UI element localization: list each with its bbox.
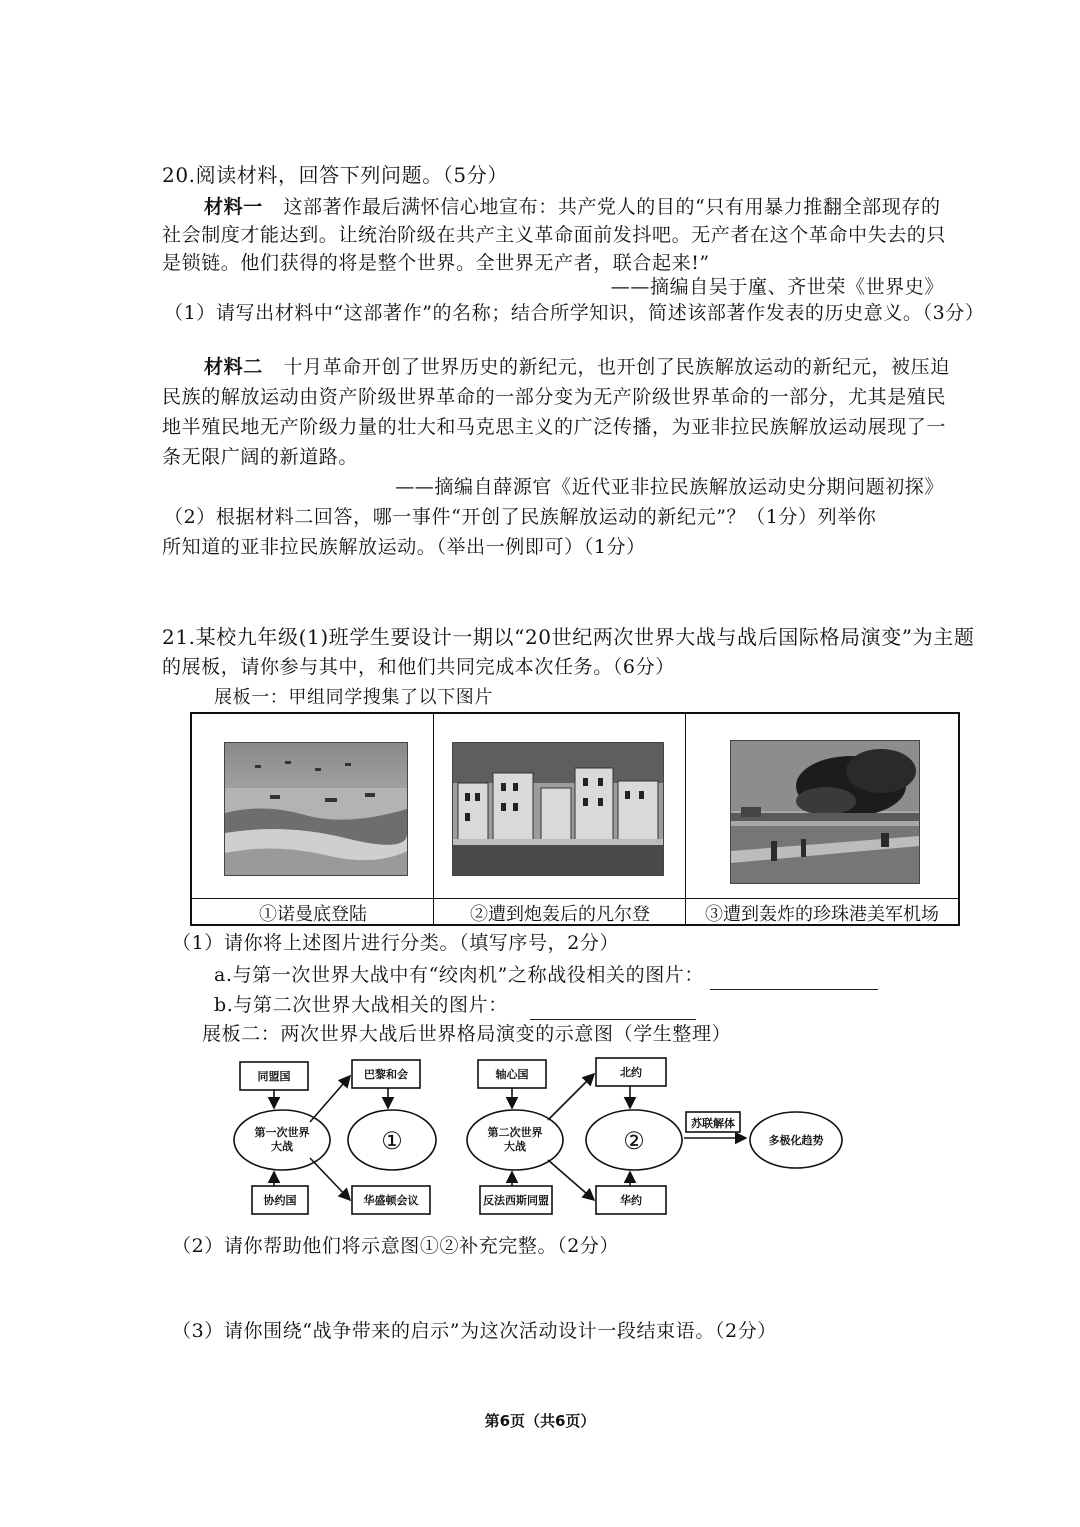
label-allies: 协约国 [263,1194,297,1207]
q20-sub2-line2: 所知道的亚非拉民族解放运动。（举出一例即可）（1分） [162,536,646,558]
sub1-b-text: b.与第二次世界大战相关的图片： [214,994,508,1016]
material2-label: 材料二 [204,356,263,378]
q21-sub3: （3）请你围绕“战争带来的启示”为这次活动设计一段结束语。（2分） [172,1320,777,1342]
q20-material2-line4: 条无限广阔的新道路。 [162,446,359,468]
material1-text: 这部著作最后满怀信心地宣布：共产党人的目的“只有用暴力推翻全部现存的 [283,196,941,218]
label-ussr-dissolution: 苏联解体 [691,1117,735,1130]
label-ww1-line2: 大战 [271,1140,293,1153]
q20-material1-line3: 是锁链。他们获得的将是整个世界。全世界无产者，联合起来!” [162,252,710,274]
q21-sub1-b [214,990,696,1020]
label-central-powers: 同盟国 [257,1070,291,1083]
label-ww2-line2: 大战 [504,1140,526,1153]
label-ww1-line1: 第一次世界 [254,1126,310,1139]
world-order-diagram [230,1052,850,1222]
label-paris-conference: 巴黎和会 [364,1068,408,1081]
q20-material2-line2: 民族的解放运动由资产阶级世界革命的一部分变为无产阶级世界革命的一部分，尤其是殖民 [162,386,947,408]
blank-marker-1: ① [381,1127,403,1155]
label-ww2-line1: 第二次世界 [487,1126,543,1139]
label-anti-fascist-alliance: 反法西斯同盟 [483,1194,549,1207]
q20-material1-source: ——摘编自吴于廑、齐世荣《世界史》 [610,276,944,298]
label-warsaw-pact: 华约 [620,1194,642,1207]
q21-sub1: （1）请你将上述图片进行分类。（填写序号，2分） [172,932,620,954]
board1-title: 展板一：甲组同学搜集了以下图片 [214,687,493,708]
picture-caption-2: ②遭到炮轰后的凡尔登 [470,904,650,925]
material1-label: 材料一 [204,196,263,218]
sub1-a-text: a.与第一次世界大战中有“绞肉机”之称战役相关的图片： [214,964,704,986]
label-washington-conference: 华盛顿会议 [363,1194,419,1207]
q20-material2-source: ——摘编自薛源官《近代亚非拉民族解放运动史分期问题初探》 [395,476,944,498]
q20-material1-line2: 社会制度才能达到。让统治阶级在共产主义革命面前发抖吧。无产者在这个革命中失去的只 [162,224,947,246]
q20-material2-line1 [204,352,950,382]
q20-sub1: （1）请写出材料中“这部著作”的名称；结合所学知识，简述该部著作发表的历史意义。（3分） [164,302,985,324]
q21-heading-line1: 21.某校九年级(1)班学生要设计一期以“20世纪两次世界大战与战后国际格局演变”为主题 [162,625,975,649]
verdun-ruins-photo [452,742,664,876]
label-nato: 北约 [620,1066,642,1079]
pearl-harbor-photo [730,740,920,884]
material2-text: 十月革命开创了世界历史的新纪元，也开创了民族解放运动的新纪元，被压迫 [283,356,950,378]
normandy-landing-photo [224,742,408,876]
answer-blank-b[interactable] [530,997,696,1020]
q21-sub1-a [214,960,878,990]
label-multipolar: 多极化趋势 [768,1134,824,1147]
picture-caption-3: ③遭到轰炸的珍珠港美军机场 [705,904,939,925]
answer-blank-a[interactable] [710,967,878,990]
label-axis-powers: 轴心国 [495,1068,529,1081]
q20-sub2-line1: （2）根据材料二回答，哪一事件“开创了民族解放运动的新纪元”？（1分）列举你 [164,506,877,528]
q20-material2-line3: 地半殖民地无产阶级力量的壮大和马克思主义的广泛传播，为亚非拉民族解放运动展现了一 [162,416,947,438]
q21-heading-line2: 的展板，请你参与其中，和他们共同完成本次任务。（6分） [162,656,675,678]
blank-marker-2: ② [623,1127,645,1155]
q21-sub2: （2）请你帮助他们将示意图①②补充完整。（2分） [172,1235,620,1257]
q20-material1-line1 [204,192,941,222]
picture-caption-1: ①诺曼底登陆 [259,904,367,925]
board2-title: 展板二：两次世界大战后世界格局演变的示意图（学生整理） [202,1023,732,1045]
picture-table [190,712,960,926]
page-footer: 第6页（共6页） [484,1412,596,1430]
q20-heading: 20.阅读材料，回答下列问题。（5分） [162,163,508,187]
